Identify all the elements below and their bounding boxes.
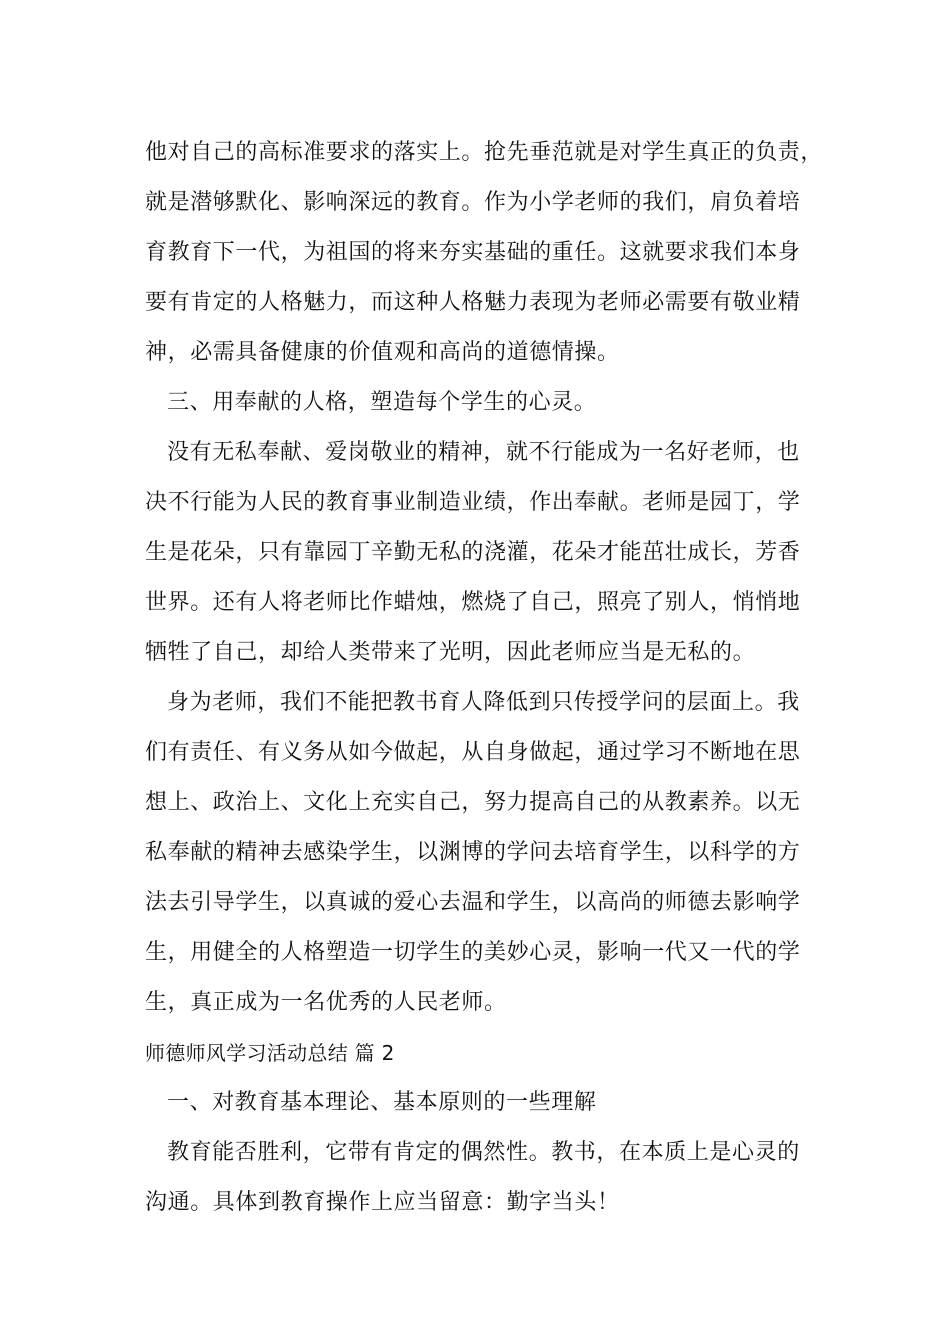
text-line: 决不行能为人民的教育事业制造业绩，作出奉献。老师是园丁，学	[145, 490, 801, 515]
text-line: 世界。还有人将老师比作蜡烛，燃烧了自己，照亮了别人，悄悄地	[145, 590, 801, 615]
text-line: 想上、政治上、文化上充实自己，努力提高自己的从教素养。以无	[145, 790, 801, 815]
text-line: 要有肯定的人格魅力，而这种人格魅力表现为老师必需要有敬业精	[145, 290, 801, 315]
text-line: 沟通。具体到教育操作上应当留意：勤字当头！	[145, 1190, 620, 1215]
text-line: 就是潜够默化、影响深远的教育。作为小学老师的我们，肩负着培	[145, 190, 801, 215]
paragraph-3	[145, 678, 815, 1028]
document-body	[145, 128, 824, 1228]
article-title: 师德师风学习活动总结 篇 2	[145, 1041, 395, 1065]
text-line: 们有责任、有义务从如今做起，从自身做起，通过学习不断地在思	[145, 740, 801, 765]
text-line: 法去引导学生，以真诚的爱心去温和学生，以高尚的师德去影响学	[145, 890, 801, 915]
section-heading-1: 一、对教育基本理论、基本原则的一些理解	[167, 1090, 597, 1115]
text-line: 他对自己的高标准要求的落实上。抢先垂范就是对学生真正的负责，	[145, 140, 824, 165]
text-line: 生是花朵，只有靠园丁辛勤无私的浇灌，花朵才能茁壮成长，芳香	[145, 540, 801, 565]
text-line: 牺牲了自己，却给人类带来了光明，因此老师应当是无私的。	[145, 640, 756, 665]
text-line: 没有无私奉献、爱岗敬业的精神，就不行能成为一名好老师，也	[167, 440, 800, 465]
text-line: 育教育下一代，为祖国的将来夯实基础的重任。这就要求我们本身	[145, 240, 801, 265]
text-line: 生，真正成为一名优秀的人民老师。	[145, 990, 507, 1015]
text-line: 教育能否胜利，它带有肯定的偶然性。教书，在本质上是心灵的	[167, 1140, 800, 1165]
paragraph-4	[145, 1128, 815, 1228]
paragraph-2	[145, 428, 815, 678]
paragraph-1	[145, 128, 824, 378]
text-line: 神，必需具备健康的价值观和高尚的道德情操。	[145, 340, 620, 365]
section-heading-3: 三、用奉献的人格，塑造每个学生的心灵。	[167, 390, 597, 415]
text-line: 身为老师，我们不能把教书育人降低到只传授学问的层面上。我	[167, 690, 800, 715]
text-line: 生，用健全的人格塑造一切学生的美妙心灵，影响一代又一代的学	[145, 940, 801, 965]
text-line: 私奉献的精神去感染学生，以渊博的学问去培育学生，以科学的方	[145, 840, 801, 865]
